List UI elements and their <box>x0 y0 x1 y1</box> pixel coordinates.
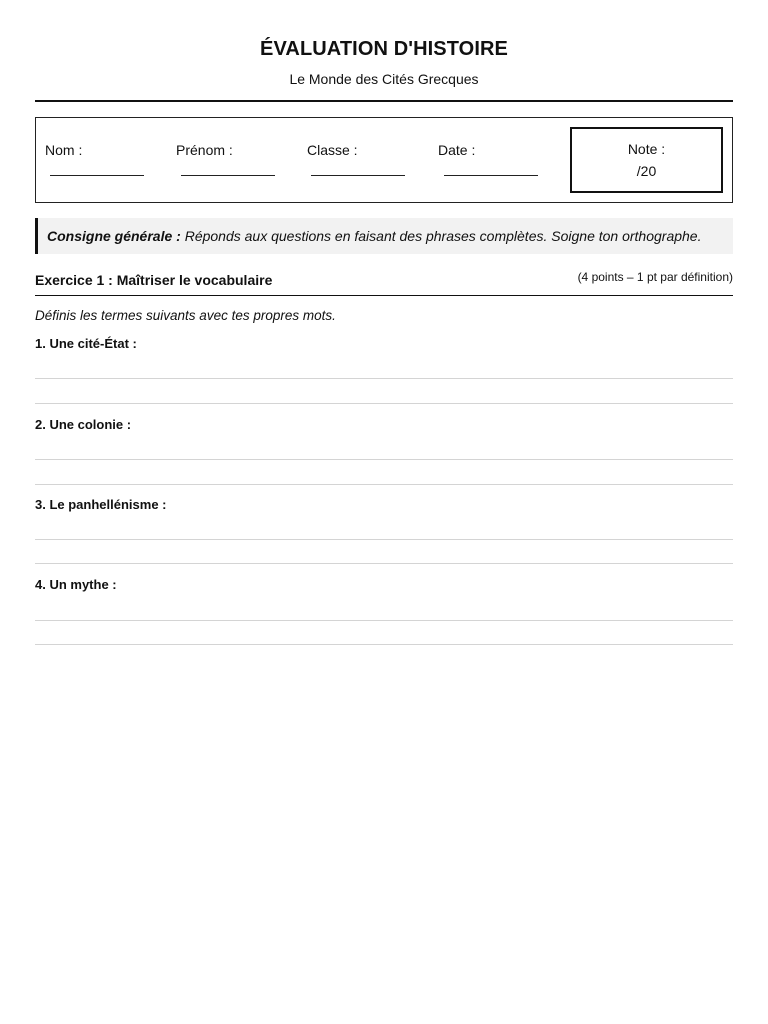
exercise-1-instruction: Définis les termes suivants avec tes propres mots. <box>35 308 336 323</box>
date-field[interactable] <box>438 142 475 159</box>
note-box[interactable] <box>570 127 723 193</box>
prenom-blank-line[interactable] <box>181 175 275 176</box>
date-blank-line[interactable] <box>444 175 538 176</box>
note-label: Note : <box>627 141 666 157</box>
exercise-1-header <box>35 270 733 296</box>
exercise-1-title: Exercice 1 : Maîtriser le vocabulaire <box>35 272 273 288</box>
question-1-label: 1. Une cité-État : <box>35 336 137 351</box>
answer-line[interactable] <box>35 563 733 564</box>
question-2-label: 2. Une colonie : <box>35 417 132 432</box>
header-divider <box>35 100 733 102</box>
prenom-label: Prénom : <box>176 142 233 158</box>
note-value: /20 <box>636 163 657 179</box>
classe-label: Classe : <box>307 142 358 158</box>
answer-line[interactable] <box>35 378 733 379</box>
student-info-box <box>35 117 733 203</box>
classe-blank-line[interactable] <box>311 175 405 176</box>
answer-line[interactable] <box>35 403 733 404</box>
page-title: ÉVALUATION D'HISTOIRE <box>260 38 508 60</box>
question-1 <box>35 336 733 404</box>
consigne-label: Consigne générale : <box>47 228 181 244</box>
consigne-text: Réponds aux questions en faisant des phrases complètes. Soigne ton orthographe. <box>180 228 702 244</box>
classe-field[interactable] <box>307 142 358 159</box>
question-3-label: 3. Le panhellénisme : <box>35 497 167 512</box>
nom-blank-line[interactable] <box>50 175 144 176</box>
nom-label: Nom : <box>45 142 83 158</box>
question-4 <box>35 577 733 645</box>
answer-line[interactable] <box>35 539 733 540</box>
nom-field[interactable] <box>45 142 82 159</box>
answer-line[interactable] <box>35 620 733 621</box>
page-subtitle: Le Monde des Cités Grecques <box>289 71 479 87</box>
evaluation-sheet <box>35 0 733 645</box>
question-4-label: 4. Un mythe : <box>35 577 117 592</box>
answer-line[interactable] <box>35 484 733 485</box>
prenom-field[interactable] <box>176 142 233 159</box>
answer-line[interactable] <box>35 459 733 460</box>
exercise-1-points: (4 points – 1 pt par définition) <box>577 270 733 284</box>
question-3 <box>35 497 733 564</box>
date-label: Date : <box>438 142 476 158</box>
answer-line[interactable] <box>35 644 733 645</box>
general-instruction-box <box>35 218 733 254</box>
question-2 <box>35 417 733 485</box>
